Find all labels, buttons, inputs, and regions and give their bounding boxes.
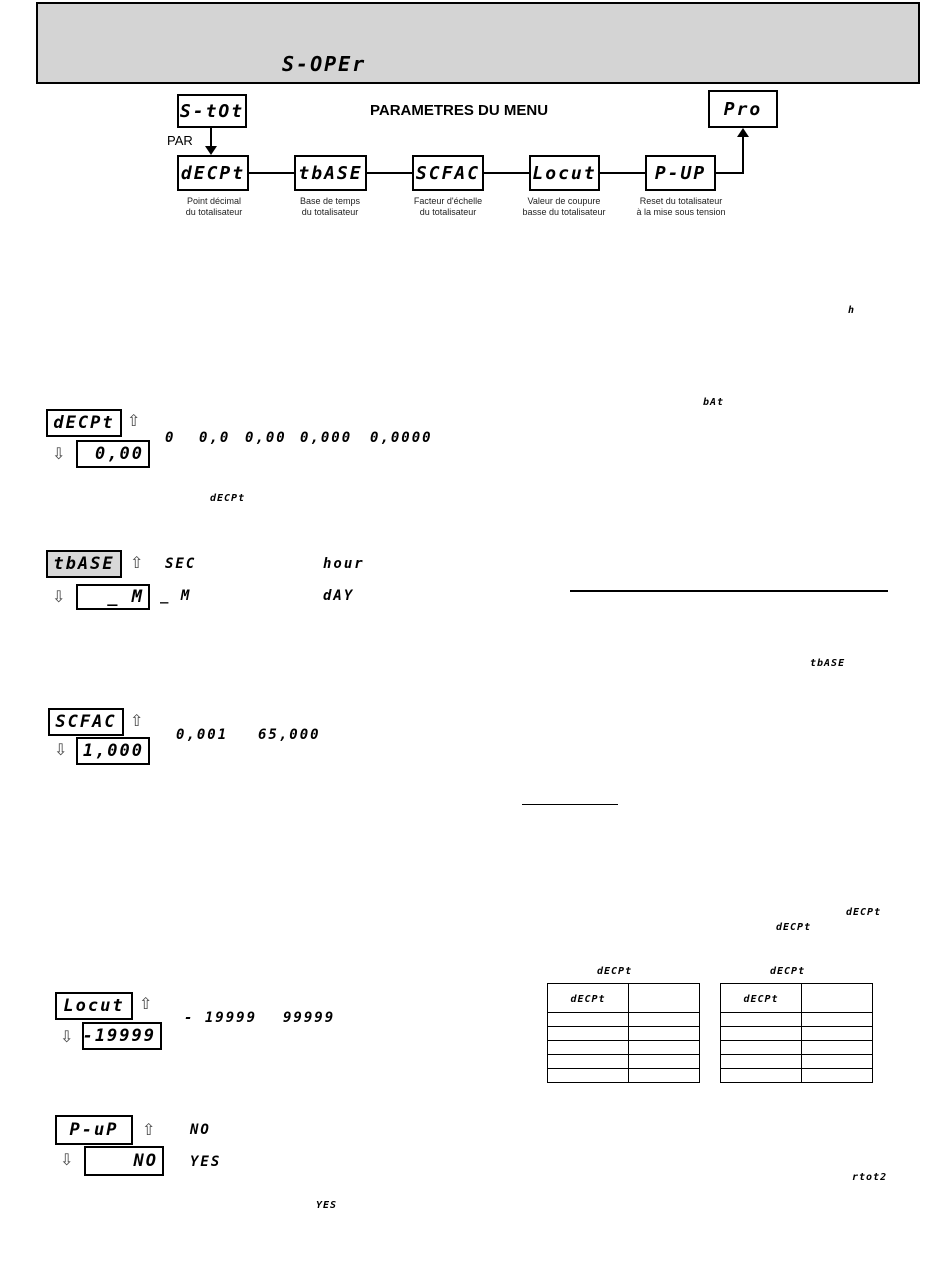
up-arrow-icon[interactable]: ⇧ — [142, 1122, 156, 1139]
up-arrow-icon[interactable]: ⇧ — [127, 413, 141, 430]
decpt-option: 0,0 — [199, 430, 231, 446]
decpt-option: 0 — [165, 430, 176, 446]
decpt-option: 0,000 — [300, 430, 353, 446]
right-code-bat: bAt — [703, 397, 725, 408]
start-box-label: S-tOt — [179, 100, 245, 122]
menu-item-code: P-UP — [654, 162, 707, 184]
pup-option: YES — [190, 1154, 222, 1170]
pup-param-name: P-uP — [55, 1115, 133, 1145]
menu-item-caption: Facteur d'échelle du totalisateur — [413, 196, 483, 217]
up-arrow-icon[interactable]: ⇧ — [130, 555, 144, 572]
tbase-value-display[interactable]: _ M — [76, 584, 150, 610]
down-arrow-head — [205, 146, 217, 155]
start-box — [177, 94, 247, 128]
up-arrow-head — [737, 128, 749, 137]
decpt-option: 0,0000 — [370, 430, 433, 446]
locut-param-name: Locut — [55, 992, 133, 1020]
right-code-h: h — [848, 305, 856, 316]
section-header-band — [36, 2, 920, 84]
up-arrow-icon[interactable]: ⇧ — [130, 713, 144, 730]
right-code-decpt: dECPt — [776, 922, 812, 933]
enter-arrow-icon[interactable]: ⇩ — [60, 1152, 74, 1169]
enter-arrow-icon[interactable]: ⇩ — [60, 1029, 74, 1046]
scfac-value-display[interactable]: 1,000 — [76, 737, 150, 765]
table-title: dECPt — [597, 966, 633, 977]
flow-connector — [367, 172, 412, 174]
pup-value-display[interactable]: NO — [84, 1146, 164, 1176]
menu-item-code: tbASE — [298, 162, 363, 184]
tbase-param-name: tbASE — [46, 550, 122, 578]
decpt-option: 0,00 — [245, 430, 287, 446]
menu-item-caption: Reset du totalisateur à la mise sous tension — [636, 196, 726, 217]
menu-item-code: dECPt — [180, 162, 246, 184]
locut-value-display[interactable]: -19999 — [82, 1022, 162, 1050]
scfac-param-name: SCFAC — [48, 708, 124, 736]
menu-item-code: Locut — [532, 162, 597, 184]
end-box — [708, 90, 778, 128]
enter-arrow-icon[interactable]: ⇩ — [52, 589, 66, 606]
menu-title: PARAMETRES DU MENU — [370, 102, 549, 119]
flow-connector — [484, 172, 529, 174]
down-arrow-shaft — [210, 128, 212, 148]
table-header: dECPt — [743, 994, 779, 1005]
table-header: dECPt — [570, 994, 606, 1005]
par-label: PAR — [167, 133, 193, 148]
locut-max: 99999 — [283, 1010, 336, 1026]
decpt-note-code: dECPt — [210, 493, 246, 504]
decpt-table-right — [720, 983, 873, 1083]
menu-item-code: SCFAC — [415, 162, 481, 184]
decpt-param-name: dECPt — [46, 409, 122, 437]
divider-rule — [570, 590, 888, 592]
up-arrow-icon[interactable]: ⇧ — [139, 996, 153, 1013]
tbase-option: hour — [323, 556, 365, 572]
menu-item-box[interactable] — [645, 155, 716, 191]
right-code-rtot2: rtot2 — [852, 1172, 888, 1183]
decpt-table-left — [547, 983, 700, 1083]
end-box-label: Pro — [723, 98, 763, 120]
flow-connector — [716, 172, 743, 174]
menu-item-caption: Base de temps du totalisateur — [299, 196, 361, 217]
locut-min: - 19999 — [184, 1010, 258, 1026]
pup-note-code: YES — [316, 1200, 338, 1211]
menu-item-box[interactable] — [294, 155, 367, 191]
table-title: dECPt — [770, 966, 806, 977]
enter-arrow-icon[interactable]: ⇩ — [52, 446, 66, 463]
up-arrow-shaft — [742, 136, 744, 174]
menu-item-caption: Valeur de coupure basse du totalisateur — [522, 196, 606, 217]
section-code: S-OPEr — [282, 52, 367, 76]
decpt-value-display[interactable]: 0,00 — [76, 440, 150, 468]
tbase-option: _ M — [160, 588, 192, 604]
scfac-max: 65,000 — [258, 727, 321, 743]
enter-arrow-icon[interactable]: ⇩ — [54, 742, 68, 759]
flow-connector — [249, 172, 294, 174]
tbase-option: dAY — [323, 588, 355, 604]
menu-item-box[interactable] — [412, 155, 484, 191]
underline-rule — [522, 804, 618, 805]
menu-item-box[interactable] — [529, 155, 600, 191]
menu-item-caption: Point décimal du totalisateur — [185, 196, 243, 217]
tbase-option: SEC — [165, 556, 197, 572]
scfac-min: 0,001 — [176, 727, 229, 743]
right-code-decpt: dECPt — [846, 907, 882, 918]
menu-item-box[interactable] — [177, 155, 249, 191]
flow-connector — [600, 172, 645, 174]
pup-option: NO — [190, 1122, 211, 1138]
right-code-tbase: tbASE — [810, 658, 846, 669]
